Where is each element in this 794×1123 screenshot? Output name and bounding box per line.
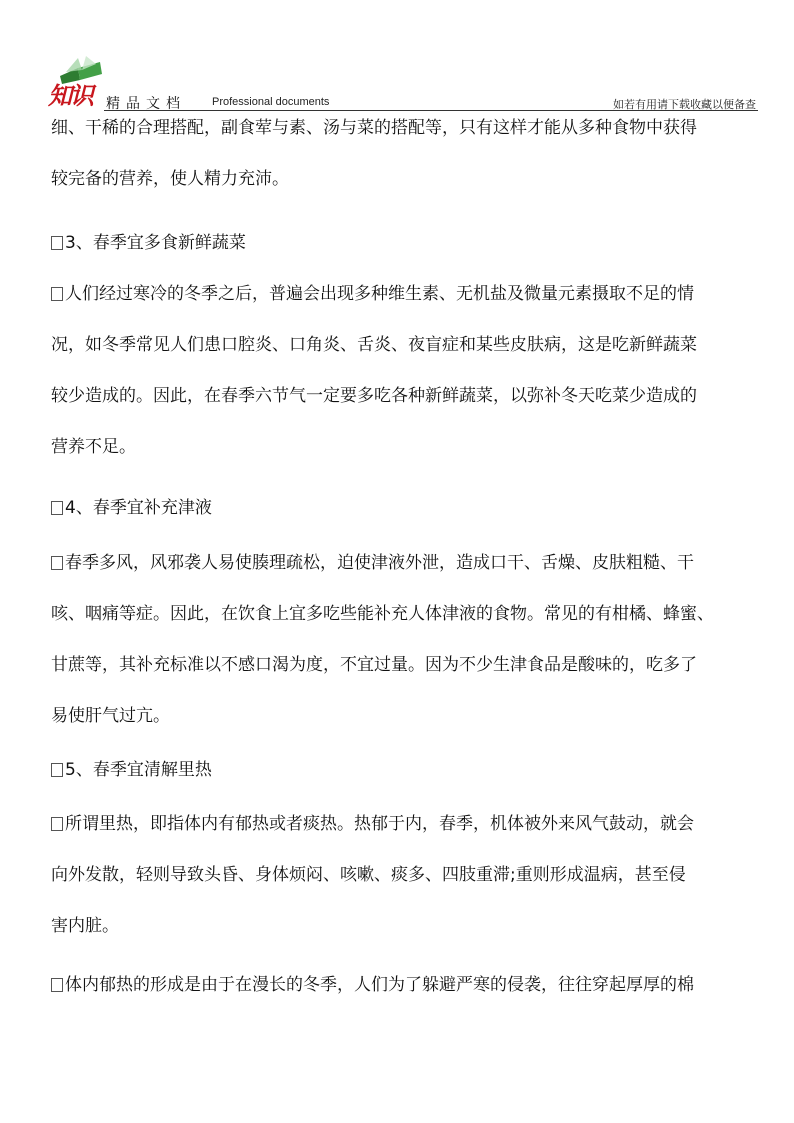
- text-line: 人们经过寒冷的冬季之后，普遍会出现多种维生素、无机盐及微量元素摄取不足的情: [51, 284, 694, 304]
- text-line: 体内郁热的形成是由于在漫长的冬季，人们为了躲避严寒的侵袭，往往穿起厚厚的棉: [51, 975, 694, 995]
- logo-text: 知识: [48, 81, 92, 110]
- text-line: 5、春季宜清解里热: [51, 760, 212, 780]
- header-subtitle: Professional documents: [212, 96, 330, 108]
- text-line: 咳、咽痛等症。因此，在饮食上宜多吃些能补充人体津液的食物。常见的有柑橘、蜂蜜、: [51, 604, 714, 624]
- text-line: 所谓里热，即指体内有郁热或者痰热。热郁于内，春季，机体被外来风气鼓动，就会: [51, 814, 694, 834]
- header-note: 如若有用请下载收藏以便备查: [613, 98, 756, 111]
- text-line: 甘蔗等，其补充标准以不感口渴为度，不宜过量。因为不少生津食品是酸味的，吃多了: [51, 655, 697, 675]
- text-line: 易使肝气过亢。: [51, 706, 170, 726]
- text-line: 害内脏。: [51, 916, 119, 936]
- text-line: 向外发散，轻则导致头昏、身体烦闷、咳嗽、痰多、四肢重滞;重则形成温病，甚至侵: [51, 865, 686, 885]
- text-line: 细、干稀的合理搭配，副食荤与素、汤与菜的搭配等，只有这样才能从多种食物中获得: [51, 118, 697, 138]
- text-line: 营养不足。: [51, 437, 136, 457]
- text-line: 较完备的营养，使人精力充沛。: [51, 169, 289, 189]
- header-divider: [104, 110, 758, 111]
- header-title: 精品文档: [106, 96, 186, 112]
- text-line: 4、春季宜补充津液: [51, 498, 212, 518]
- checkbox-glyph: [51, 556, 63, 570]
- checkbox-glyph: [51, 817, 63, 831]
- checkbox-glyph: [51, 978, 63, 992]
- checkbox-glyph: [51, 501, 63, 515]
- checkbox-glyph: [51, 287, 63, 301]
- logo: [48, 50, 108, 110]
- text-line: 况，如冬季常见人们患口腔炎、口角炎、舌炎、夜盲症和某些皮肤病，这是吃新鲜蔬菜: [51, 335, 697, 355]
- text-line: 较少造成的。因此，在春季六节气一定要多吃各种新鲜蔬菜，以弥补冬天吃菜少造成的: [51, 386, 697, 406]
- checkbox-glyph: [51, 236, 63, 250]
- text-line: 春季多风，风邪袭人易使腠理疏松，迫使津液外泄，造成口干、舌燥、皮肤粗糙、干: [51, 553, 694, 573]
- checkbox-glyph: [51, 763, 63, 777]
- text-line: 3、春季宜多食新鲜蔬菜: [51, 233, 246, 253]
- page-header: [48, 50, 758, 112]
